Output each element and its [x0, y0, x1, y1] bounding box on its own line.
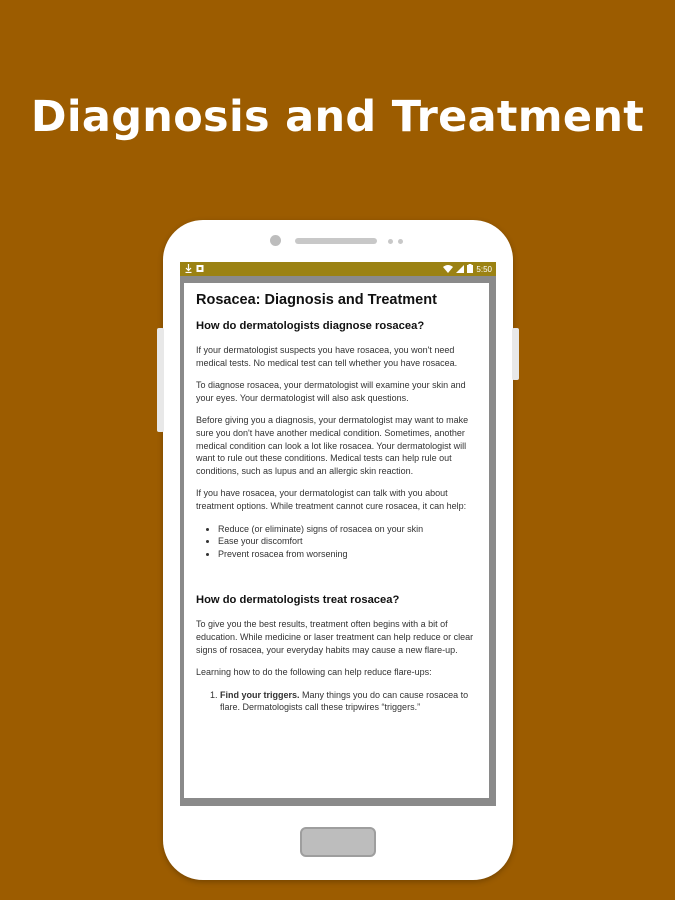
status-bar: [180, 262, 496, 276]
home-button[interactable]: [300, 827, 376, 857]
clock-time: 5:50: [476, 265, 492, 274]
tips-list: [196, 689, 477, 714]
list-item: • Reduce (or eliminate) signs of rosacea on your skin: [218, 523, 477, 536]
signal-icon: [456, 265, 464, 275]
paragraph: To diagnose rosacea, your dermatologist will examine your skin and your eyes. Your dermatologist will also ask questions.: [196, 380, 466, 403]
light-sensor: [398, 239, 403, 244]
phone-frame: [163, 220, 513, 880]
tip-text: Many things you do can cause rosacea to flare. Dermatologists call these tripwires “triggers.”: [220, 689, 469, 713]
article-content[interactable]: [184, 283, 489, 798]
proximity-sensor: [388, 239, 393, 244]
list-item: • Prevent rosacea from worsening: [218, 548, 477, 561]
list-item: [220, 689, 477, 714]
promo-headline: Diagnosis and Treatment: [30, 92, 645, 142]
earpiece-speaker: [295, 238, 377, 244]
wifi-icon: [443, 265, 453, 275]
volume-button: [157, 328, 164, 432]
paragraph: If your dermatologist suspects you have rosacea, you won't need medical tests. No medical test can tell whether you have rosacea.: [196, 345, 458, 368]
section-heading-diagnose: How do dermatologists diagnose rosacea?: [196, 320, 425, 332]
list-item: • Ease your discomfort: [218, 535, 477, 548]
tip-title: Find your triggers.: [220, 689, 300, 700]
paragraph: If you have rosacea, your dermatologist can talk with you about treatment options. While treatment cannot cure rosacea, it can help:: [196, 488, 467, 511]
front-camera: [270, 235, 281, 246]
power-button: [512, 328, 519, 380]
download-icon: [185, 264, 192, 273]
paragraph: To give you the best results, treatment often begins with a bit of education. While medicine or laser treatment can help reduce or clear signs of rosacea, your everyday habits may cause a new flare-up.: [196, 619, 474, 655]
battery-icon: [467, 264, 473, 275]
notification-icon: [196, 264, 203, 273]
paragraph: Before giving you a diagnosis, your dermatologist may want to make sure you don't have another medical condition. Sometimes, another medical condition can look a lot like rosacea. Your dermatologist will want to rule out these conditions. Medical tests can help rule out conditions, such as lupus and an allergic skin reaction.: [196, 415, 469, 476]
paragraph: Learning how to do the following can help reduce flare-ups:: [196, 667, 432, 678]
article-title: Rosacea: Diagnosis and Treatment: [196, 292, 437, 308]
section-heading-treat: How do dermatologists treat rosacea?: [196, 594, 400, 607]
phone-screen: [180, 262, 496, 806]
benefits-list: [196, 523, 477, 561]
